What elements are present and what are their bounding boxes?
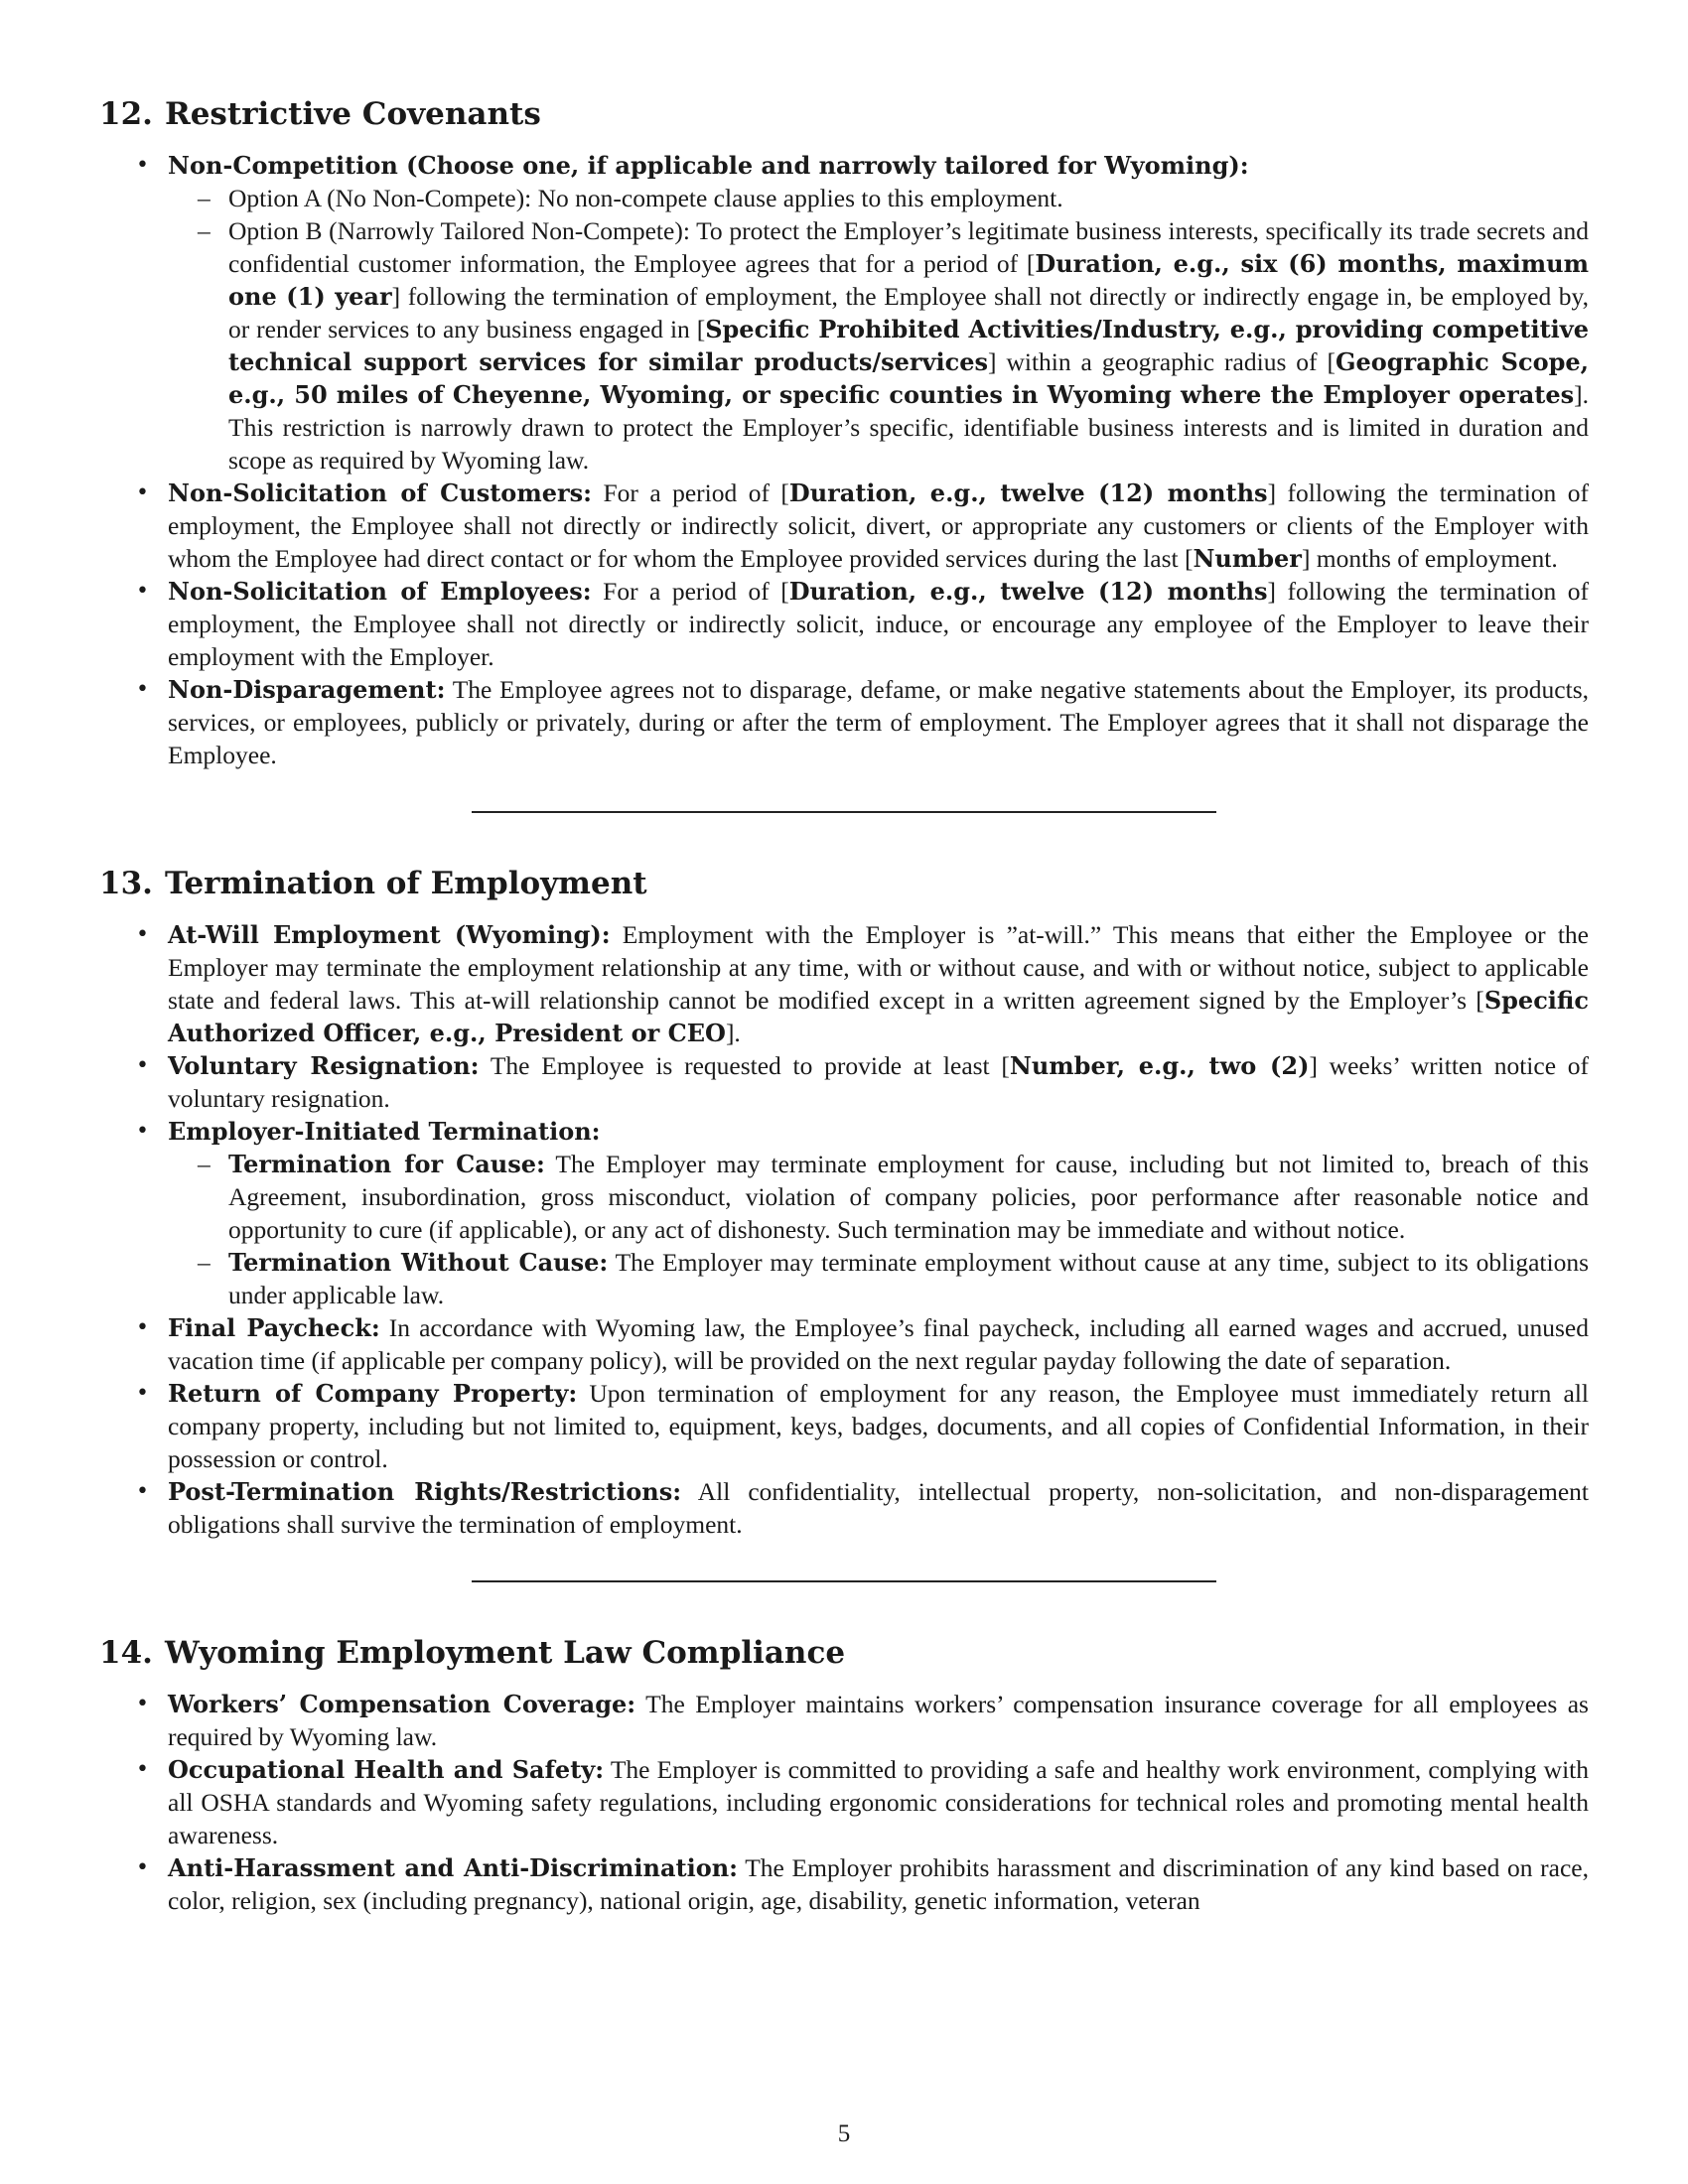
section-13 (99, 865, 1589, 1541)
placeholder-number: Number, e.g., two (2) (1009, 1051, 1310, 1080)
section-title: Restrictive Covenants (164, 96, 541, 132)
item-label: Anti-Harassment and Anti-Discrimination: (168, 1853, 739, 1882)
text-run: ] following the termination of employment, the Employee shall not directly or indirectly solicit, induce, or encourage any employee of the Employer to leave their employment with the Employer. (168, 577, 1590, 671)
section-number: 13. (99, 866, 153, 901)
list-item-at-will (99, 918, 1589, 1049)
text-run: In accordance with Wyoming law, the Employee’s final paycheck, including all earned wages and accrued, unused vacation time (if applicable per company policy), will be provided on the next regular payday following the date of separation. (168, 1313, 1590, 1375)
text-run: The Employee agrees not to disparage, defame, or make negative statements about the Employer, its products, services, or employees, publicly or privately, during or after the term of employment. The Employer agrees that it shall not disparage the Employee. (168, 675, 1589, 769)
list-item-non-solicitation-customers (99, 477, 1589, 575)
placeholder-duration: Duration, e.g., twelve (12) months (788, 478, 1268, 507)
list-item-employer-initiated (99, 1115, 1589, 1311)
text-run: The Employee is requested to provide at least [ (479, 1051, 1010, 1080)
list-item-non-solicitation-employees (99, 575, 1589, 673)
bullet-list (99, 1688, 1589, 1917)
text-run: ] months of employment. (1301, 544, 1558, 573)
page-content (99, 95, 1589, 1917)
item-label: Workers’ Compensation Coverage: (168, 1690, 636, 1718)
text-run: Employment with the Employer is ”at-will.” This means that either the Employee or the Employer may terminate the employment relationship at any time, with or without cause, and with or without notice, subject to applicable state and federal laws. This at-will relationship cannot be modified except in a written agreement signed by the Employer’s [ (168, 920, 1589, 1015)
text-run: The Employer may terminate employment for cause, including but not limited to, breach of this Agreement, insubordination, gross misconduct, violation of company policies, poor performance after reasonable notice and opportunity to cure (if applicable), or any act of dishonesty. Such termination may be immediate and without notice. (228, 1150, 1589, 1244)
text-run: The Employer is committed to providing a safe and healthy work environment, complying with all OSHA standards and Wyoming safety regulations, including ergonomic considerations for technical roles and promoting mental health awareness. (168, 1755, 1590, 1849)
list-item-return-property (99, 1377, 1589, 1475)
list-item-health-safety (99, 1753, 1589, 1851)
list-item-workers-comp (99, 1688, 1589, 1753)
item-label: Non-Disparagement: (168, 675, 446, 704)
item-label: Termination for Cause: (228, 1150, 545, 1178)
section-heading (99, 865, 1589, 902)
item-label: Return of Company Property: (168, 1379, 578, 1408)
item-label: Non-Solicitation of Employees: (168, 577, 592, 606)
bullet-list (99, 149, 1589, 771)
placeholder-duration: Duration, e.g., twelve (12) months (788, 577, 1268, 606)
text-run: Upon termination of employment for any reason, the Employee must immediately return all company property, including but not limited to, equipment, keys, badges, documents, and all copies of Confidential Information, in their possession or control. (168, 1379, 1589, 1473)
item-label: Occupational Health and Safety: (168, 1755, 605, 1784)
text-run: For a period of [ (592, 478, 789, 507)
text-run: The Employer maintains workers’ compensation insurance coverage for all employees as required by Wyoming law. (168, 1690, 1589, 1751)
section-14 (99, 1634, 1589, 1917)
list-item-final-paycheck (99, 1311, 1589, 1377)
list-item-post-termination (99, 1475, 1589, 1541)
option-b (168, 214, 1589, 477)
item-label: Non-Solicitation of Customers: (168, 478, 592, 507)
sub-list (168, 1148, 1589, 1311)
section-number: 14. (99, 1635, 153, 1671)
text-run: All confidentiality, intellectual property, non-solicitation, and non-disparagement obligations shall survive the termination of employment. (168, 1477, 1589, 1539)
section-12 (99, 95, 1589, 771)
section-heading (99, 1634, 1589, 1672)
text-run: ] weeks’ written notice of voluntary resignation. (168, 1051, 1590, 1113)
section-heading (99, 95, 1589, 133)
option-a (168, 182, 1589, 214)
text-run: ]. This restriction is narrowly drawn to protect the Employer’s specific, identifiable business interests and is limited in duration and scope as required by Wyoming law. (228, 380, 1589, 475)
placeholder-activities: Specific Prohibited Activities/Industry, e.g., providing competitive technical support services for similar products/services (228, 315, 1589, 376)
list-item-non-competition (99, 149, 1589, 477)
page-number: 5 (837, 2120, 851, 2147)
item-label: Final Paycheck: (168, 1313, 380, 1342)
item-label: Non-Competition (Choose one, if applicable and narrowly tailored for Wyoming): (168, 151, 1249, 180)
section-title: Termination of Employment (164, 866, 647, 901)
sub-item-for-cause (168, 1148, 1589, 1246)
text-run: Option B (Narrowly Tailored Non-Compete): To protect the Employer’s legitimate business interests, specifically its trade secrets and confidential customer information, the Employee agrees that for a period of [ (228, 216, 1589, 278)
text-run: The Employer may terminate employment without cause at any time, subject to its obligations under applicable law. (228, 1248, 1589, 1309)
placeholder-number: Number (1193, 544, 1302, 573)
placeholder-duration: Duration, e.g., six (6) months, maximum one (1) year (228, 249, 1590, 311)
sub-list (168, 182, 1589, 477)
item-label: Voluntary Resignation: (168, 1051, 480, 1080)
item-label: Termination Without Cause: (228, 1248, 609, 1277)
section-divider (472, 1580, 1216, 1582)
item-label: Post-Termination Rights/Restrictions: (168, 1477, 682, 1506)
placeholder-officer: Specific Authorized Officer, e.g., President or CEO (168, 986, 1589, 1047)
text-run: ] following the termination of employment, the Employee shall not directly or indirectly solicit, divert, or appropriate any customers or clients of the Employer with whom the Employee had direct contact or for whom the Employee provided services during the last [ (168, 478, 1589, 573)
list-item-voluntary-resignation (99, 1049, 1589, 1115)
option-a-text: Option A (No Non-Compete): No non-compete clause applies to this employment. (228, 184, 1063, 212)
item-label: Employer-Initiated Termination: (168, 1117, 601, 1146)
section-number: 12. (99, 96, 153, 132)
section-title: Wyoming Employment Law Compliance (164, 1635, 846, 1671)
list-item-anti-harassment (99, 1851, 1589, 1917)
bullet-list (99, 918, 1589, 1541)
text-run: ] within a geographic radius of [ (988, 347, 1336, 376)
text-run: For a period of [ (591, 577, 789, 606)
text-run: ] following the termination of employment, the Employee shall not directly or indirectly engage in, be employed by, or render services to any business engaged in [ (228, 282, 1590, 343)
text-run: ]. (725, 1019, 741, 1047)
list-item-non-disparagement (99, 673, 1589, 771)
text-run: The Employer prohibits harassment and discrimination of any kind based on race, color, religion, sex (including pregnancy), national origin, age, disability, genetic information, veteran (168, 1853, 1589, 1915)
section-divider (472, 811, 1216, 813)
item-label: At-Will Employment (Wyoming): (168, 920, 611, 949)
sub-item-without-cause (168, 1246, 1589, 1311)
placeholder-geographic-scope: Geographic Scope, e.g., 50 miles of Cheyenne, Wyoming, or specific counties in Wyoming where the Employer operates (228, 347, 1589, 409)
